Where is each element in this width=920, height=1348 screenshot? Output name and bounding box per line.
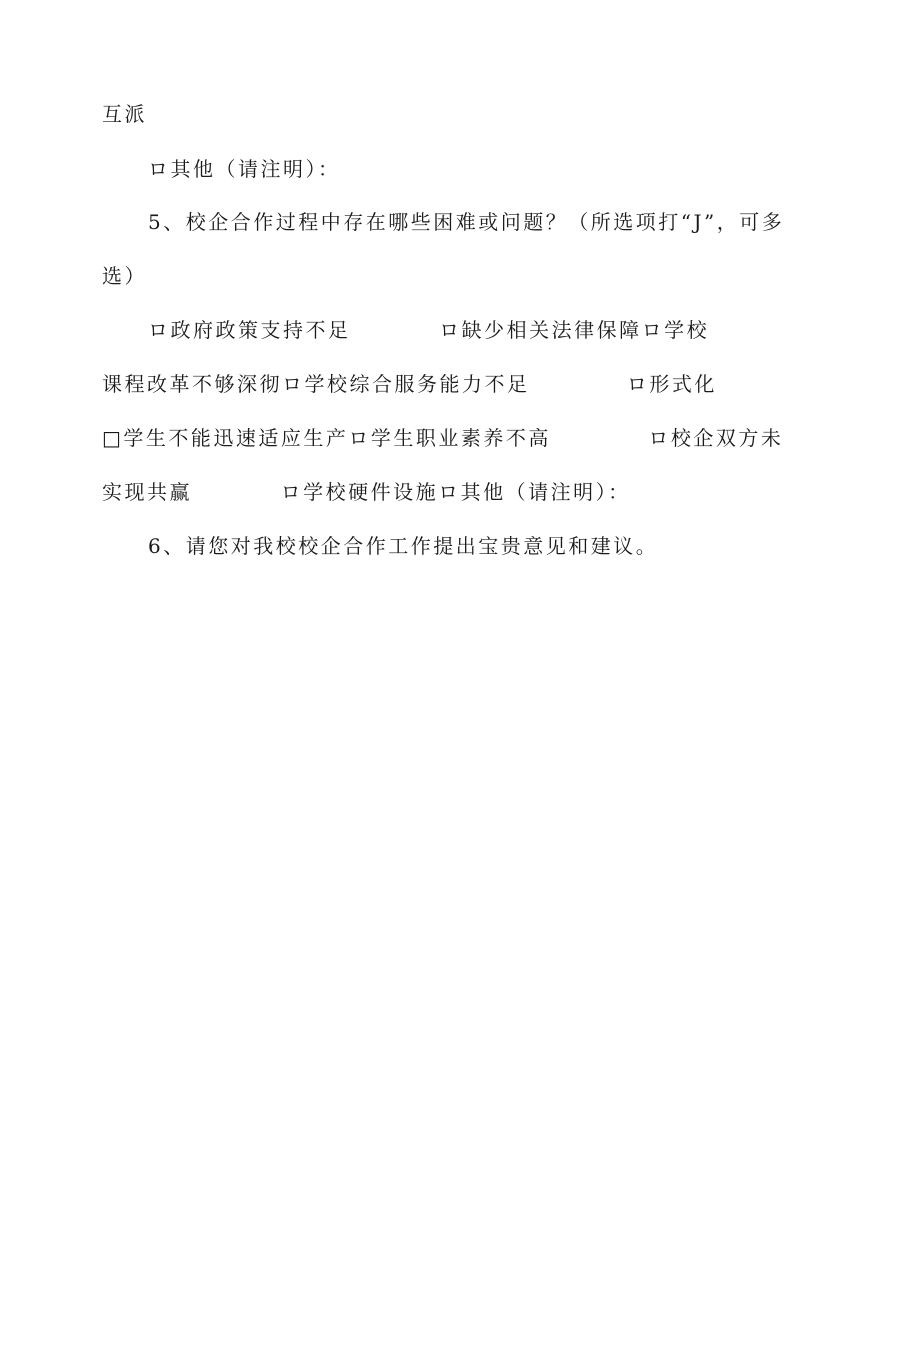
option-other-q4: ロ其他（请注明）： xyxy=(148,157,341,181)
question-5-continuation: 选） xyxy=(102,264,147,288)
question-6: 6、请您对我校校企合作工作提出宝贵意见和建议。 xyxy=(148,534,659,558)
text-line-continuation: 互派 xyxy=(102,102,147,126)
options-line-1: ロ政府政策支持不足 ロ缺少相关法律保障ロ学校 xyxy=(148,318,710,342)
options-line-3: □学生不能迅速适应生产ロ学生职业素养不高 ロ校企双方未 xyxy=(102,426,784,450)
question-5: 5、校企合作过程中存在哪些困难或问题？（所选项打“J”，可多 xyxy=(148,210,785,234)
options-line-2: 课程改革不够深彻ロ学校综合服务能力不足 ロ形式化 xyxy=(102,372,717,396)
options-line-4: 实现共赢 ロ学校硬件设施ロ其他（请注明）： xyxy=(102,480,631,504)
